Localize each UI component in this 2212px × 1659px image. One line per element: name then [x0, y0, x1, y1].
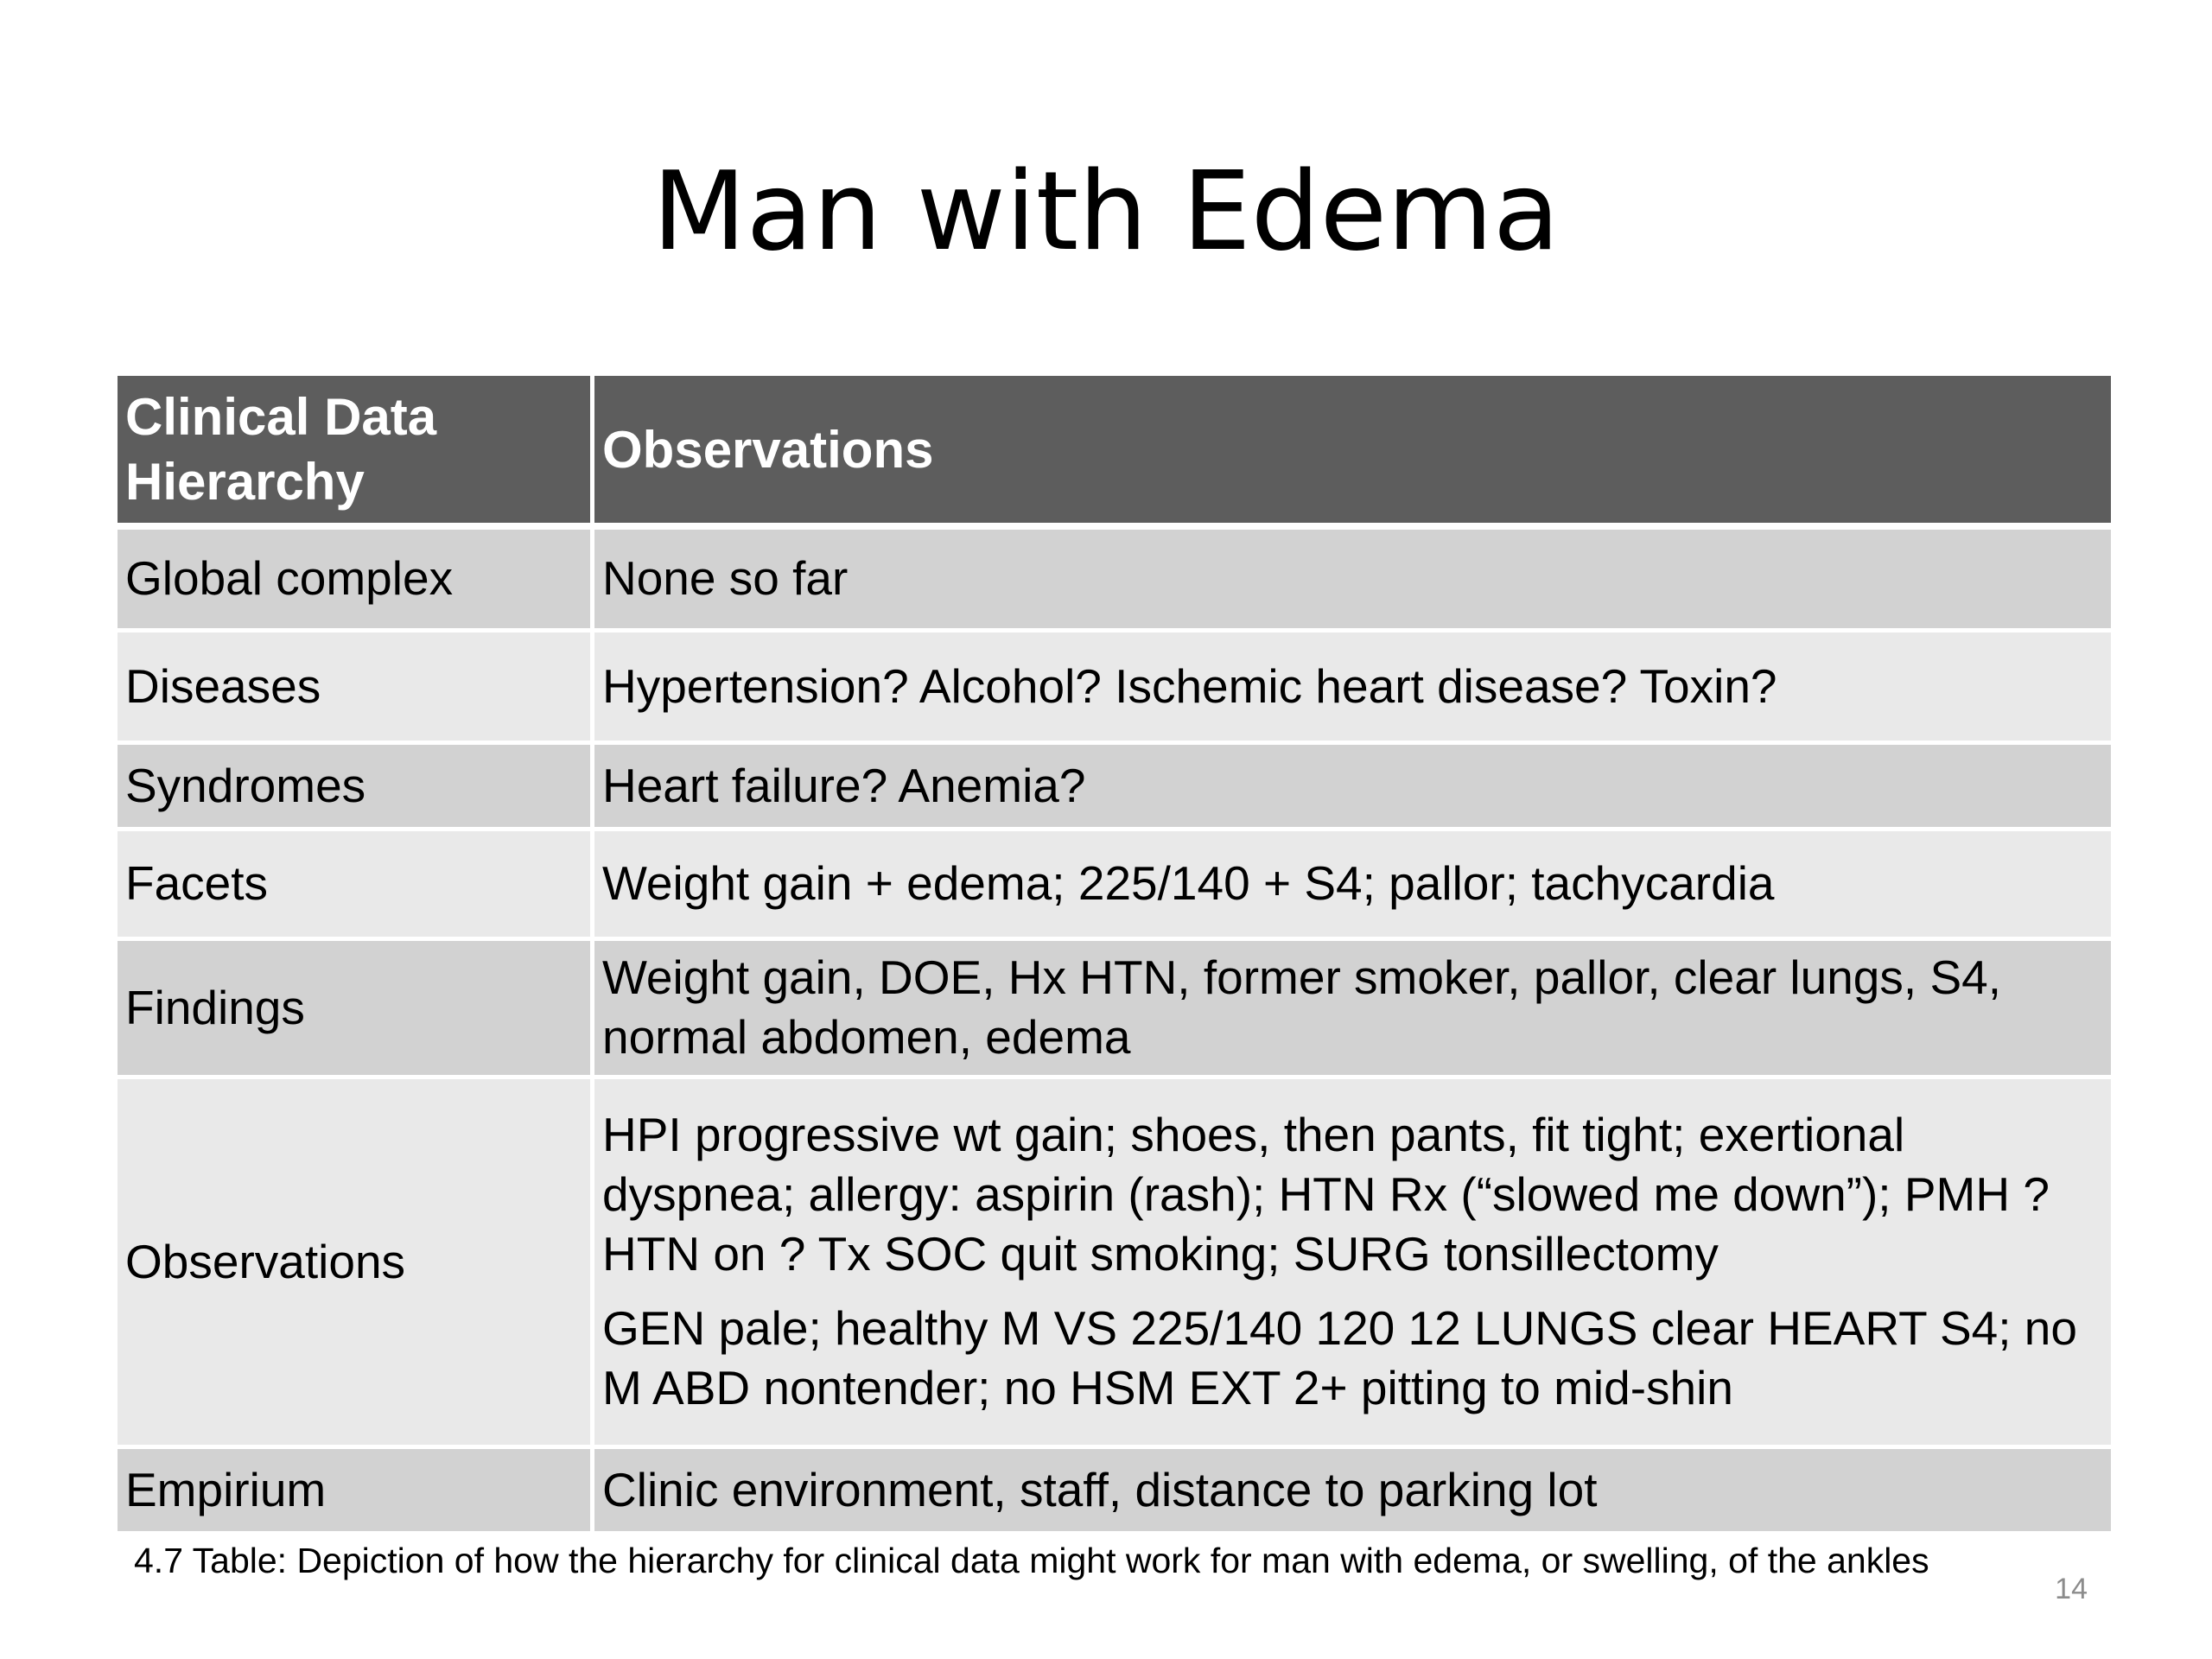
row-observation-text: Weight gain, DOE, Hx HTN, former smoker, pallor, clear lungs, S4, normal abdomen, edema	[593, 938, 2113, 1077]
table-row	[116, 630, 2113, 742]
row-level-label: Empirium	[116, 1446, 593, 1533]
table-header-row	[116, 374, 2113, 527]
row-level-label: Global complex	[116, 526, 593, 630]
table-caption: 4.7 Table: Depiction of how the hierarchy for clinical data might work for man with edema, or swelling, of the ankles	[134, 1541, 1929, 1580]
paragraph-spacer	[602, 1284, 2104, 1299]
row-observation-text: Hypertension? Alcohol? Ischemic heart disease? Toxin?	[593, 630, 2113, 742]
table-row	[116, 1446, 2113, 1533]
row-observation-text: Heart failure? Anemia?	[593, 742, 2113, 829]
page-number: 14	[2055, 1573, 2088, 1605]
row-observation-cell	[593, 1077, 2113, 1446]
table-row	[116, 742, 2113, 829]
row-observation-text: Clinic environment, staff, distance to parking lot	[593, 1446, 2113, 1533]
row-level-label: Findings	[116, 938, 593, 1077]
observation-paragraph: GEN pale; healthy M VS 225/140 120 12 LUNGS clear HEART S4; no M ABD nontender; no HSM EXT 2+ pitting to mid-shin	[602, 1301, 2077, 1414]
row-observation-text: Weight gain + edema; 225/140 + S4; pallor; tachycardia	[593, 829, 2113, 938]
table-row	[116, 526, 2113, 630]
header-observations: Observations	[593, 374, 2113, 527]
table-row	[116, 829, 2113, 938]
row-level-label: Diseases	[116, 630, 593, 742]
table-row	[116, 1077, 2113, 1446]
slide-title: Man with Edema	[652, 148, 1560, 275]
row-observation-text: None so far	[593, 526, 2113, 630]
clinical-data-table	[113, 372, 2115, 1535]
row-level-label: Observations	[116, 1077, 593, 1446]
observation-paragraph: HPI progressive wt gain; shoes, then pants, fit tight; exertional dyspnea; allergy: aspirin (rash); HTN Rx (“slowed me down”); PMH ? HTN on ? Tx SOC quit smoking; SURG tonsillectomy	[602, 1108, 2050, 1281]
table-row	[116, 938, 2113, 1077]
row-level-label: Syndromes	[116, 742, 593, 829]
header-hierarchy: Clinical Data Hierarchy	[116, 374, 593, 527]
row-level-label: Facets	[116, 829, 593, 938]
